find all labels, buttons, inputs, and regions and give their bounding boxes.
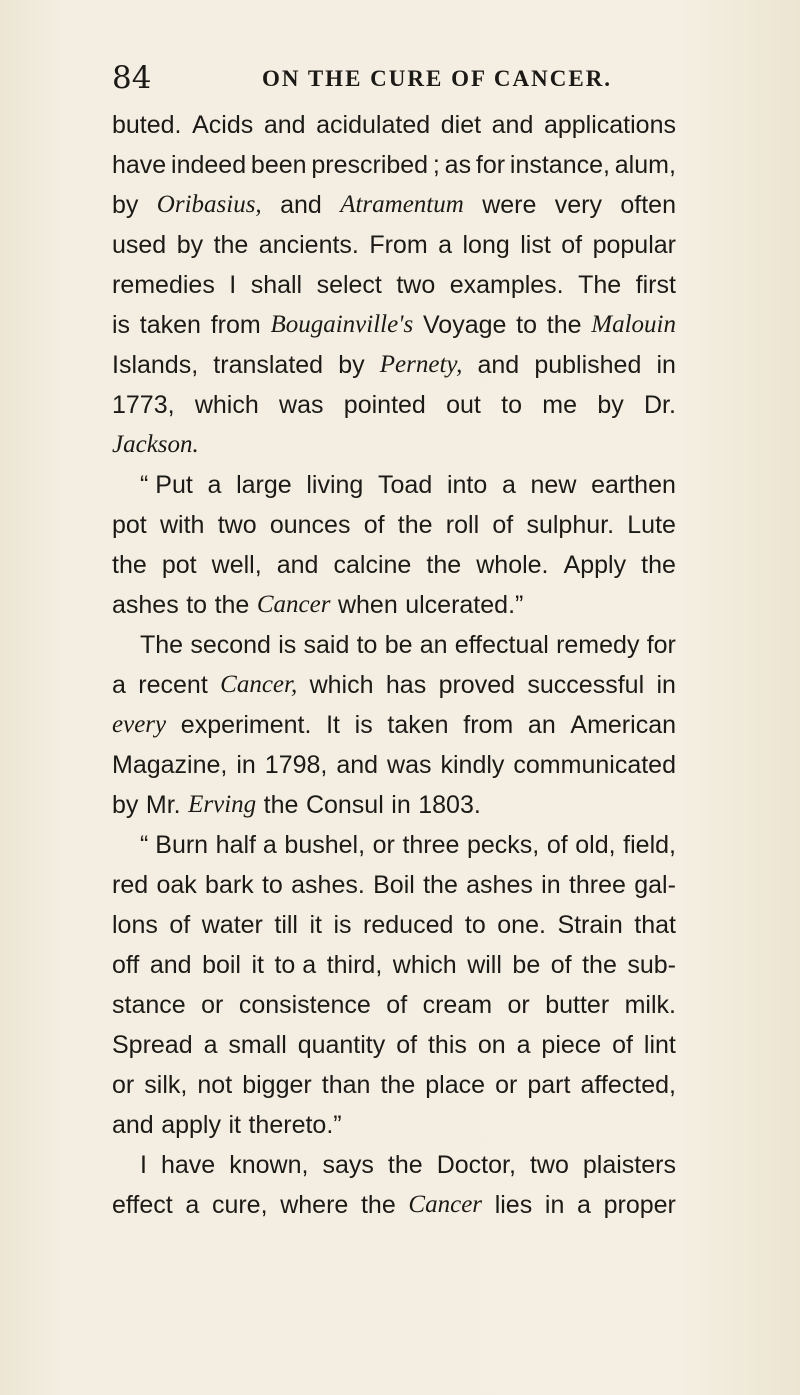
word: instance, — [509, 151, 610, 179]
word: or — [372, 831, 395, 859]
word: select — [316, 271, 382, 299]
text-line — [112, 1065, 676, 1105]
word: sulphur. — [526, 511, 615, 539]
word: Mr. — [145, 791, 181, 819]
word: cure, — [211, 1191, 268, 1219]
word: Doctor, — [436, 1151, 516, 1179]
word: 1773, — [112, 391, 175, 419]
word: a — [516, 1031, 531, 1059]
word: stance — [112, 991, 186, 1019]
word: effect — [112, 1191, 173, 1219]
text-line — [112, 465, 676, 505]
word: bushel, — [284, 831, 366, 859]
word: milk. — [624, 991, 676, 1019]
word: first — [635, 271, 676, 299]
word: it — [228, 1111, 241, 1139]
word: calcine — [333, 551, 412, 579]
word: field, — [623, 831, 676, 859]
word: Voyage — [423, 311, 507, 339]
word: roll — [445, 511, 480, 539]
text-line — [112, 825, 676, 865]
word: by — [338, 351, 365, 379]
text-line — [112, 985, 676, 1025]
word: or — [507, 991, 530, 1019]
word: alum, — [614, 151, 676, 179]
text-line — [112, 505, 676, 545]
word: prescribed — [311, 151, 429, 179]
word: with — [160, 511, 205, 539]
word: “ Put — [140, 471, 193, 499]
word: lint — [643, 1031, 676, 1059]
word: published — [534, 351, 642, 379]
word: a — [112, 671, 126, 699]
word: Islands, — [112, 351, 199, 379]
word: is — [354, 711, 373, 739]
word: for — [646, 631, 676, 659]
word: a — [577, 1191, 591, 1219]
text-line — [112, 305, 676, 345]
italic-word: Malouin — [591, 311, 676, 338]
word: third, — [326, 951, 383, 979]
word: were — [482, 191, 537, 219]
word: on — [477, 1031, 506, 1059]
word: Boil — [373, 871, 415, 899]
word: to — [516, 311, 538, 339]
word: place — [425, 1071, 486, 1099]
word: proper — [603, 1191, 676, 1219]
word: for — [475, 151, 506, 179]
italic-word: Jackson. — [112, 431, 199, 458]
word: three — [568, 871, 626, 899]
word: the — [360, 1191, 396, 1219]
word: long — [462, 231, 510, 259]
word: examples. — [449, 271, 564, 299]
word: ulcerated.” — [405, 591, 524, 619]
word: an — [419, 631, 448, 659]
word: was — [387, 751, 432, 779]
word: small — [228, 1031, 287, 1059]
word: earthen — [591, 471, 676, 499]
text-line — [112, 345, 676, 385]
word: apply — [161, 1111, 221, 1139]
word: in — [656, 351, 676, 379]
word: when — [337, 591, 398, 619]
word: to — [356, 631, 378, 659]
word: the — [112, 551, 147, 579]
text-line — [112, 625, 676, 665]
word: me — [542, 391, 578, 419]
word: reduced — [363, 911, 454, 939]
word: in — [656, 671, 676, 699]
word: living — [306, 471, 364, 499]
word: than — [321, 1071, 371, 1099]
word: out — [446, 391, 481, 419]
word: plaisters — [582, 1151, 676, 1179]
word: and — [336, 751, 379, 779]
word: ounces — [269, 511, 351, 539]
word: says — [322, 1151, 374, 1179]
word: sub- — [627, 951, 676, 979]
word: oak — [156, 871, 197, 899]
italic-word: Cancer — [408, 1191, 483, 1218]
text-line — [112, 185, 676, 225]
word: been — [250, 151, 307, 179]
word: pot — [112, 511, 147, 539]
word: affected, — [580, 1071, 676, 1099]
text-line — [112, 145, 676, 185]
word: silk, — [144, 1071, 188, 1099]
word: lons — [112, 911, 158, 939]
word: and — [280, 191, 322, 219]
word: half a — [215, 831, 277, 859]
word: pointed — [343, 391, 426, 419]
text-line — [112, 1105, 676, 1145]
word: very — [554, 191, 602, 219]
text-line — [112, 865, 676, 905]
word: pot — [161, 551, 197, 579]
word: till — [274, 911, 298, 939]
word: Toad — [378, 471, 433, 499]
word: used — [112, 231, 167, 259]
word: experiment. — [180, 711, 312, 739]
word: 1803. — [418, 791, 481, 819]
text-line — [112, 225, 676, 265]
word: is — [112, 311, 131, 339]
word: from — [463, 711, 514, 739]
word: the — [426, 551, 462, 579]
text-line — [112, 1185, 676, 1225]
word: acidulated — [316, 111, 431, 139]
text-line — [112, 785, 676, 825]
word: shall — [250, 271, 303, 299]
word: I — [229, 271, 237, 299]
word: the — [641, 551, 676, 579]
word: old, — [575, 831, 616, 859]
word: effectual — [454, 631, 549, 659]
word: was — [279, 391, 324, 419]
word: in — [391, 791, 411, 819]
word: boil — [202, 951, 241, 979]
word: two — [529, 1151, 569, 1179]
text-line — [112, 1145, 676, 1185]
word: I — [140, 1151, 147, 1179]
word: to — [501, 391, 523, 419]
word: three — [402, 831, 460, 859]
word: of — [561, 231, 583, 259]
word: remedies — [112, 271, 215, 299]
word: the — [397, 511, 433, 539]
word: to — [261, 871, 283, 899]
word: from — [210, 311, 261, 339]
text-line — [112, 385, 676, 425]
word: two — [396, 271, 436, 299]
word: or — [112, 1071, 135, 1099]
word: or — [201, 991, 224, 1019]
word: to a — [274, 951, 317, 979]
word: one. — [497, 911, 546, 939]
word: pecks, — [467, 831, 540, 859]
word: whole. — [476, 551, 549, 579]
word: where — [280, 1191, 349, 1219]
italic-word: every — [112, 711, 167, 738]
text-line — [112, 665, 676, 705]
word: to — [464, 911, 486, 939]
word: a — [207, 471, 222, 499]
word: a — [185, 1191, 200, 1219]
word: successful — [527, 671, 645, 699]
text-line — [112, 105, 676, 145]
word: to — [186, 591, 208, 619]
word: ashes — [466, 871, 533, 899]
word: and — [112, 1111, 154, 1139]
word: and — [276, 551, 319, 579]
italic-word: Pernety, — [379, 351, 463, 378]
word: popular — [592, 231, 676, 259]
word: indeed — [171, 151, 247, 179]
word: gal- — [634, 871, 676, 899]
word: bark — [205, 871, 254, 899]
word: often — [620, 191, 676, 219]
word: consistence — [238, 991, 371, 1019]
word: in — [236, 751, 256, 779]
word: which — [392, 951, 457, 979]
word: buted. — [112, 111, 182, 139]
word: From — [369, 231, 428, 259]
word: a — [438, 231, 453, 259]
word: a — [203, 1031, 218, 1059]
word: ashes — [112, 591, 179, 619]
word: Acids — [192, 111, 254, 139]
word: of — [169, 911, 191, 939]
word: said — [303, 631, 350, 659]
word: that — [634, 911, 676, 939]
word: translated — [213, 351, 324, 379]
word: taken — [139, 311, 201, 339]
word: large — [236, 471, 292, 499]
italic-word: Cancer, — [220, 671, 298, 698]
word: is — [333, 911, 352, 939]
word: will — [467, 951, 502, 979]
word: well, — [211, 551, 262, 579]
word: the — [380, 1071, 416, 1099]
word: the — [387, 1151, 423, 1179]
word: Magazine, — [112, 751, 228, 779]
word: of — [363, 511, 385, 539]
word: ancients. — [258, 231, 359, 259]
italic-word: Erving — [188, 791, 257, 818]
word: which — [309, 671, 374, 699]
word: is — [278, 631, 297, 659]
word: which — [194, 391, 259, 419]
word: in — [541, 871, 561, 899]
word: 1798, — [264, 751, 328, 779]
word: have — [160, 1151, 216, 1179]
word: and — [477, 351, 520, 379]
word: taken — [387, 711, 449, 739]
text-line — [112, 905, 676, 945]
word: remedy — [556, 631, 640, 659]
word: the — [582, 951, 617, 979]
text-line — [112, 745, 676, 785]
word: bigger — [242, 1071, 312, 1099]
word: quantity — [297, 1031, 386, 1059]
word: “ Burn — [140, 831, 209, 859]
word: in — [544, 1191, 565, 1219]
text-line — [112, 265, 676, 305]
word: diet — [440, 111, 482, 139]
word: of — [550, 951, 572, 979]
word: second — [190, 631, 271, 659]
word: it — [309, 911, 322, 939]
text-line — [112, 705, 676, 745]
word: communicated — [513, 751, 676, 779]
word: the — [213, 231, 249, 259]
word: the — [546, 311, 582, 339]
word: and — [263, 111, 306, 139]
text-line — [112, 1025, 676, 1065]
word: a — [501, 471, 516, 499]
word: by — [112, 191, 139, 219]
word: of — [386, 991, 408, 1019]
word: cream — [422, 991, 493, 1019]
word: the — [214, 591, 250, 619]
word: it — [251, 951, 264, 979]
word: known, — [229, 1151, 309, 1179]
word: into — [446, 471, 488, 499]
page-header — [112, 60, 672, 96]
word: red — [112, 871, 149, 899]
body-text — [112, 105, 676, 1225]
word: It — [326, 711, 340, 739]
italic-word: Oribasius, — [156, 191, 262, 218]
italic-word: Cancer — [256, 591, 331, 618]
italic-word: Bougainville's — [270, 311, 414, 338]
word: have — [112, 151, 167, 179]
word: or — [495, 1071, 518, 1099]
word: this — [427, 1031, 467, 1059]
word: American — [570, 711, 676, 739]
word: be — [384, 631, 413, 659]
word: by — [176, 231, 204, 259]
word: by — [597, 391, 624, 419]
word: lies — [494, 1191, 533, 1219]
word: Apply — [563, 551, 627, 579]
word: list — [520, 231, 551, 259]
italic-word: Atramentum — [340, 191, 464, 218]
word: The — [140, 631, 184, 659]
word: kindly — [440, 751, 505, 779]
word: off — [112, 951, 140, 979]
word: an — [527, 711, 556, 739]
page-number: 84 — [112, 60, 152, 96]
word: The — [578, 271, 622, 299]
word: recent — [138, 671, 208, 699]
word: not — [197, 1071, 233, 1099]
word: Lute — [627, 511, 676, 539]
word: two — [217, 511, 257, 539]
word: the — [263, 791, 299, 819]
text-line — [112, 425, 676, 465]
word: Strain — [557, 911, 623, 939]
word: ashes. — [291, 871, 365, 899]
word: of — [492, 511, 514, 539]
word: has — [385, 671, 427, 699]
word: the — [423, 871, 458, 899]
word: of — [396, 1031, 418, 1059]
word: of — [612, 1031, 633, 1059]
word: as — [444, 151, 472, 179]
word: thereto.” — [248, 1111, 342, 1139]
word: piece — [541, 1031, 602, 1059]
word: be — [512, 951, 541, 979]
word: new — [530, 471, 577, 499]
word: Consul — [305, 791, 384, 819]
word: and — [491, 111, 534, 139]
text-line — [112, 585, 676, 625]
text-line — [112, 945, 676, 985]
word: ; — [432, 151, 440, 179]
word: Spread — [112, 1031, 193, 1059]
word: proved — [438, 671, 516, 699]
word: part — [527, 1071, 571, 1099]
word: of — [546, 831, 568, 859]
running-head: ON THE CURE OF CANCER. — [262, 66, 613, 91]
word: and — [149, 951, 192, 979]
word: butter — [545, 991, 610, 1019]
word: by — [112, 791, 139, 819]
word: water — [201, 911, 263, 939]
word: applications — [543, 111, 676, 139]
word: Dr. — [644, 391, 676, 419]
text-line — [112, 545, 676, 585]
